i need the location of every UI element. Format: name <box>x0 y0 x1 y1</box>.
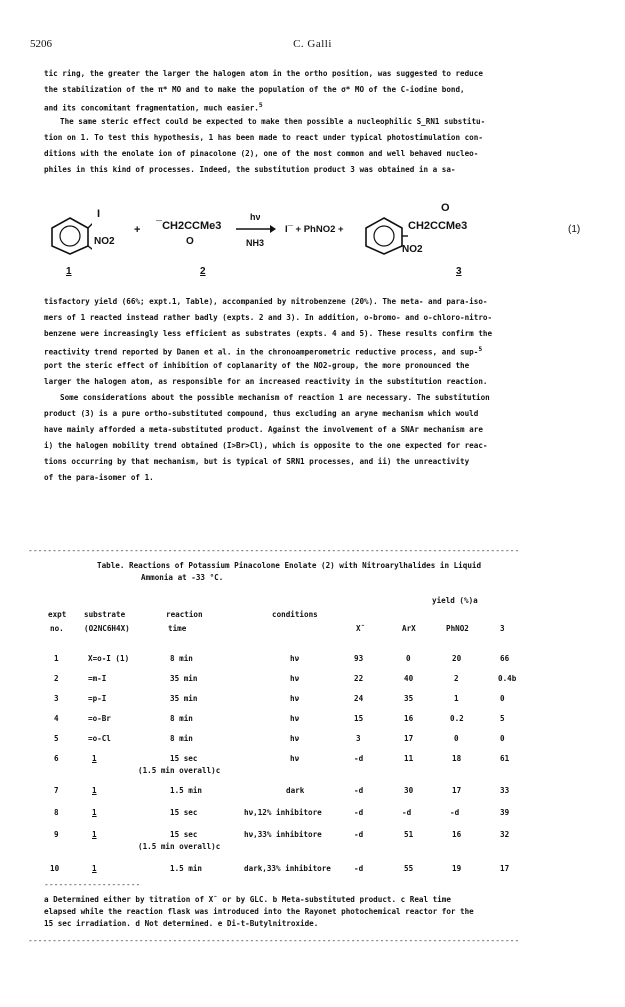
text-line: and its concomitant fragmentation, much easier.$^5$ <box>44 102 263 113</box>
compound-label-3: 3 <box>456 266 462 277</box>
text-line: ditions with the enolate ion of pinacolone (2), one of the most common and well behaved nucleo- <box>44 149 479 158</box>
cell-arx: 40 <box>404 674 414 683</box>
table-caption <box>97 560 577 584</box>
cell-conditions: hν <box>290 734 300 743</box>
cell-substrate: 1 <box>92 830 97 839</box>
col-conditions: conditions <box>272 610 318 619</box>
table-row <box>40 674 595 688</box>
text-line: of the para-isomer of 1. <box>44 473 154 482</box>
table-row <box>40 714 595 728</box>
text-line: tions occurring by that mechanism, but is typical of SRN1 processes, and ii) the unreactivity <box>44 457 470 466</box>
cell-p3: 39 <box>500 808 510 817</box>
table-row <box>40 694 595 708</box>
cell-substrate: 1 <box>92 864 97 873</box>
cell-substrate: =m-I <box>88 674 107 683</box>
cell-time: 15 sec <box>170 808 198 817</box>
footnote-rule: -------------------- <box>44 880 141 889</box>
cell-p3: 61 <box>500 754 510 763</box>
nitro-substituent: NO2 <box>94 236 115 247</box>
cell-conditions: hν <box>290 714 300 723</box>
cell-x: 24 <box>354 694 364 703</box>
yield-header: yield (%)a <box>432 596 478 605</box>
benzene-ring-reactant <box>48 216 92 256</box>
cell-conditions: dark <box>286 786 305 795</box>
cell-substrate: =o-Br <box>88 714 111 723</box>
cell-substrate: 1 <box>92 786 97 795</box>
text-line: philes in this kind of processes. Indeed, the substitution product 3 was obtained in a sa- <box>44 165 456 174</box>
cell-time: 1.5 min <box>170 864 203 873</box>
arrow-label-bottom: NH3 <box>246 238 265 248</box>
table-header-row-1 <box>40 596 595 610</box>
reaction-scheme <box>40 202 600 286</box>
text-line: port the steric effect of inhibition of coplanarity of the NO2-group, the more pronounced the <box>44 361 470 370</box>
cell-substrate: X=o-I (1) <box>88 654 130 663</box>
cell-substrate: =o-Cl <box>88 734 111 743</box>
text-line: mers of 1 reacted instead rather badly (expts. 2 and 3). In addition, o-bromo- and o-chloro-nitro- <box>44 313 493 322</box>
cell-no: 10 <box>50 864 60 873</box>
footnote-line: a Determined either by titration of X¯ or by GLC. b Meta-substituted product. c Real time <box>44 895 451 904</box>
cell-no: 1 <box>54 654 59 663</box>
plus-sign: + <box>134 224 141 236</box>
table-row <box>40 754 595 782</box>
paragraph-block-1 <box>44 66 584 178</box>
col-substrate: substrate <box>84 610 126 619</box>
compound-label-1: 1 <box>66 266 72 277</box>
cell-time: 8 min <box>170 714 193 723</box>
caption-line: Table. Reactions of Potassium Pinacolone Enolate (2) with Nitroarylhalides in Liquid <box>97 561 482 570</box>
cell-no: 6 <box>54 754 59 763</box>
cell-arx: 35 <box>404 694 414 703</box>
text-line: product (3) is a pure ortho-substituted compound, thus excluding an aryne mechanism which would <box>44 409 479 418</box>
product-side-chain: CH2CCMe3 <box>408 220 468 232</box>
cell-arx: 11 <box>404 754 414 763</box>
text-line: larger the halogen atom, as responsible for an increased reactivity in the substitution reaction. <box>44 377 488 386</box>
text-line: have mainly afforded a meta-substituted product. Against the involvement of a SNAr mechanism are <box>44 425 483 434</box>
cell-p3: 17 <box>500 864 510 873</box>
cell-no: 7 <box>54 786 59 795</box>
running-head-author: C. Galli <box>293 38 332 50</box>
cell-arx: 51 <box>404 830 414 839</box>
arrow-label-top: hν <box>250 212 261 222</box>
col-substrate-formula: (O2NC6H4X) <box>84 624 130 633</box>
table-row <box>40 864 595 878</box>
cell-x: -d <box>354 830 364 839</box>
cell-time: 8 min <box>170 654 193 663</box>
text-line: benzene were increasingly less efficient as substrates (expts. 4 and 5). These results confirm the <box>44 329 493 338</box>
table-header-row-3 <box>40 624 595 638</box>
cell-time: 35 min <box>170 674 198 683</box>
cell-arx: 55 <box>404 864 414 873</box>
col-arx: ArX <box>402 624 416 633</box>
cell-p3: 33 <box>500 786 510 795</box>
cell-no: 4 <box>54 714 59 723</box>
table-row <box>40 808 595 822</box>
cell-p3: 0 <box>500 694 505 703</box>
enolate-formula: ¯CH2CCMe3 <box>156 220 222 232</box>
cell-time: 15 sec <box>170 830 198 839</box>
cell-x: -d <box>354 754 364 763</box>
text-line: i) the halogen mobility trend obtained (I>Br>Cl), which is opposite to the one expected for reac- <box>44 441 488 450</box>
ref-superscript: 5 <box>258 102 263 109</box>
col-phno2: PhNO2 <box>446 624 469 633</box>
cell-time: 35 min <box>170 694 198 703</box>
table-header-row-2 <box>40 610 595 624</box>
table-row <box>40 830 595 858</box>
text-line: reactivity trend reported by Danen et al. in the chronoamperometric reductive process, and sup-$^5$ <box>44 346 483 357</box>
col-time: time <box>168 624 187 633</box>
caption-line: Ammonia at -33 °C. <box>141 573 224 582</box>
cell-phno2: 20 <box>452 654 462 663</box>
cell-x: -d <box>354 808 364 817</box>
cell-phno2: 0 <box>454 734 459 743</box>
cell-no: 8 <box>54 808 59 817</box>
col-no: no. <box>50 624 64 633</box>
cell-no: 9 <box>54 830 59 839</box>
cell-phno2: -d <box>450 808 460 817</box>
cell-no: 5 <box>54 734 59 743</box>
enolate-oxygen: O <box>186 236 194 247</box>
table-top-rule: ------------------------------------------------------------------------------------------------------ <box>28 546 520 555</box>
equation-number: (1) <box>568 224 581 235</box>
cell-phno2: 18 <box>452 754 462 763</box>
page-header <box>0 38 625 54</box>
cell-no: 3 <box>54 694 59 703</box>
text-line: the stabilization of the π* MO and to make the population of the σ* MO of the C-iodine bond, <box>44 85 465 94</box>
cell-arx: -d <box>402 808 412 817</box>
col-reaction: reaction <box>166 610 203 619</box>
cell-phno2: 0.2 <box>450 714 464 723</box>
footnote-line: elapsed while the reaction flask was introduced into the Rayonet photochemical reactor for the <box>44 907 474 916</box>
text-line: tic ring, the greater the larger the halogen atom in the ortho position, was suggested to reduce <box>44 69 483 78</box>
paragraph-block-2 <box>44 294 584 486</box>
cell-p3: 32 <box>500 830 510 839</box>
text-line: The same steric effect could be expected to make then possible a nucleophilic S_RN1 substitu- <box>60 117 486 126</box>
cell-phno2: 17 <box>452 786 462 795</box>
cell-time-note: (1.5 min overall)c <box>138 766 221 775</box>
table-footnotes <box>44 894 584 930</box>
cell-p3: 66 <box>500 654 510 663</box>
cell-p3: 0 <box>500 734 505 743</box>
cell-x: -d <box>354 864 364 873</box>
cell-phno2: 16 <box>452 830 462 839</box>
cell-substrate: 1 <box>92 754 97 763</box>
cell-x: -d <box>354 786 364 795</box>
cell-substrate: =p-I <box>88 694 107 703</box>
cell-conditions: hν <box>290 754 300 763</box>
col-product-3: 3 <box>500 624 505 633</box>
cell-no: 2 <box>54 674 59 683</box>
iodo-substituent: I <box>97 208 101 220</box>
cell-arx: 0 <box>406 654 411 663</box>
cell-time: 15 sec <box>170 754 198 763</box>
cell-conditions: hν <box>290 654 300 663</box>
table-row <box>40 786 595 800</box>
compound-label-2: 2 <box>200 266 206 277</box>
cell-x: 15 <box>354 714 364 723</box>
cell-phno2: 19 <box>452 864 462 873</box>
cell-conditions: hν <box>290 694 300 703</box>
text-line: Some considerations about the possible mechanism of reaction 1 are necessary. The substitution <box>60 393 490 402</box>
ref-superscript: 5 <box>478 346 483 353</box>
cell-conditions: dark,33% inhibitore <box>244 864 331 873</box>
text-line: tion on 1. To test this hypothesis, 1 has been made to react under typical photostimulation con- <box>44 133 483 142</box>
reaction-arrow-icon <box>236 224 276 234</box>
cell-arx: 30 <box>404 786 414 795</box>
cell-substrate: 1 <box>92 808 97 817</box>
cell-arx: 17 <box>404 734 414 743</box>
cell-conditions: hν,33% inhibitore <box>244 830 322 839</box>
cell-arx: 16 <box>404 714 414 723</box>
cell-time: 1.5 min <box>170 786 203 795</box>
col-x: X¯ <box>356 624 366 633</box>
footnote-line: 15 sec irradiation. d Not determined. e Di-t-Butylnitroxide. <box>44 919 319 928</box>
cell-time-note: (1.5 min overall)c <box>138 842 221 851</box>
table-row <box>40 734 595 748</box>
cell-p3: 5 <box>500 714 505 723</box>
cell-time: 8 min <box>170 734 193 743</box>
cell-phno2: 2 <box>454 674 459 683</box>
product-nitro: NO2 <box>402 244 423 255</box>
cell-p3: 0.4b <box>498 674 517 683</box>
cell-x: 3 <box>356 734 361 743</box>
product-oxygen: O <box>441 202 450 214</box>
cell-x: 93 <box>354 654 364 663</box>
cell-phno2: 1 <box>454 694 459 703</box>
col-expt: expt <box>48 610 67 619</box>
text-line: tisfactory yield (66%; expt.1, Table), accompanied by nitrobenzene (20%). The meta- and para-iso- <box>44 297 488 306</box>
page-number: 5206 <box>30 38 52 50</box>
byproducts: I¯ + PhNO2 + <box>285 224 344 235</box>
table-row <box>40 654 595 668</box>
cell-conditions: hν <box>290 674 300 683</box>
cell-x: 22 <box>354 674 364 683</box>
table-bottom-rule: ------------------------------------------------------------------------------------------------------ <box>28 936 520 945</box>
cell-conditions: hν,12% inhibitore <box>244 808 322 817</box>
